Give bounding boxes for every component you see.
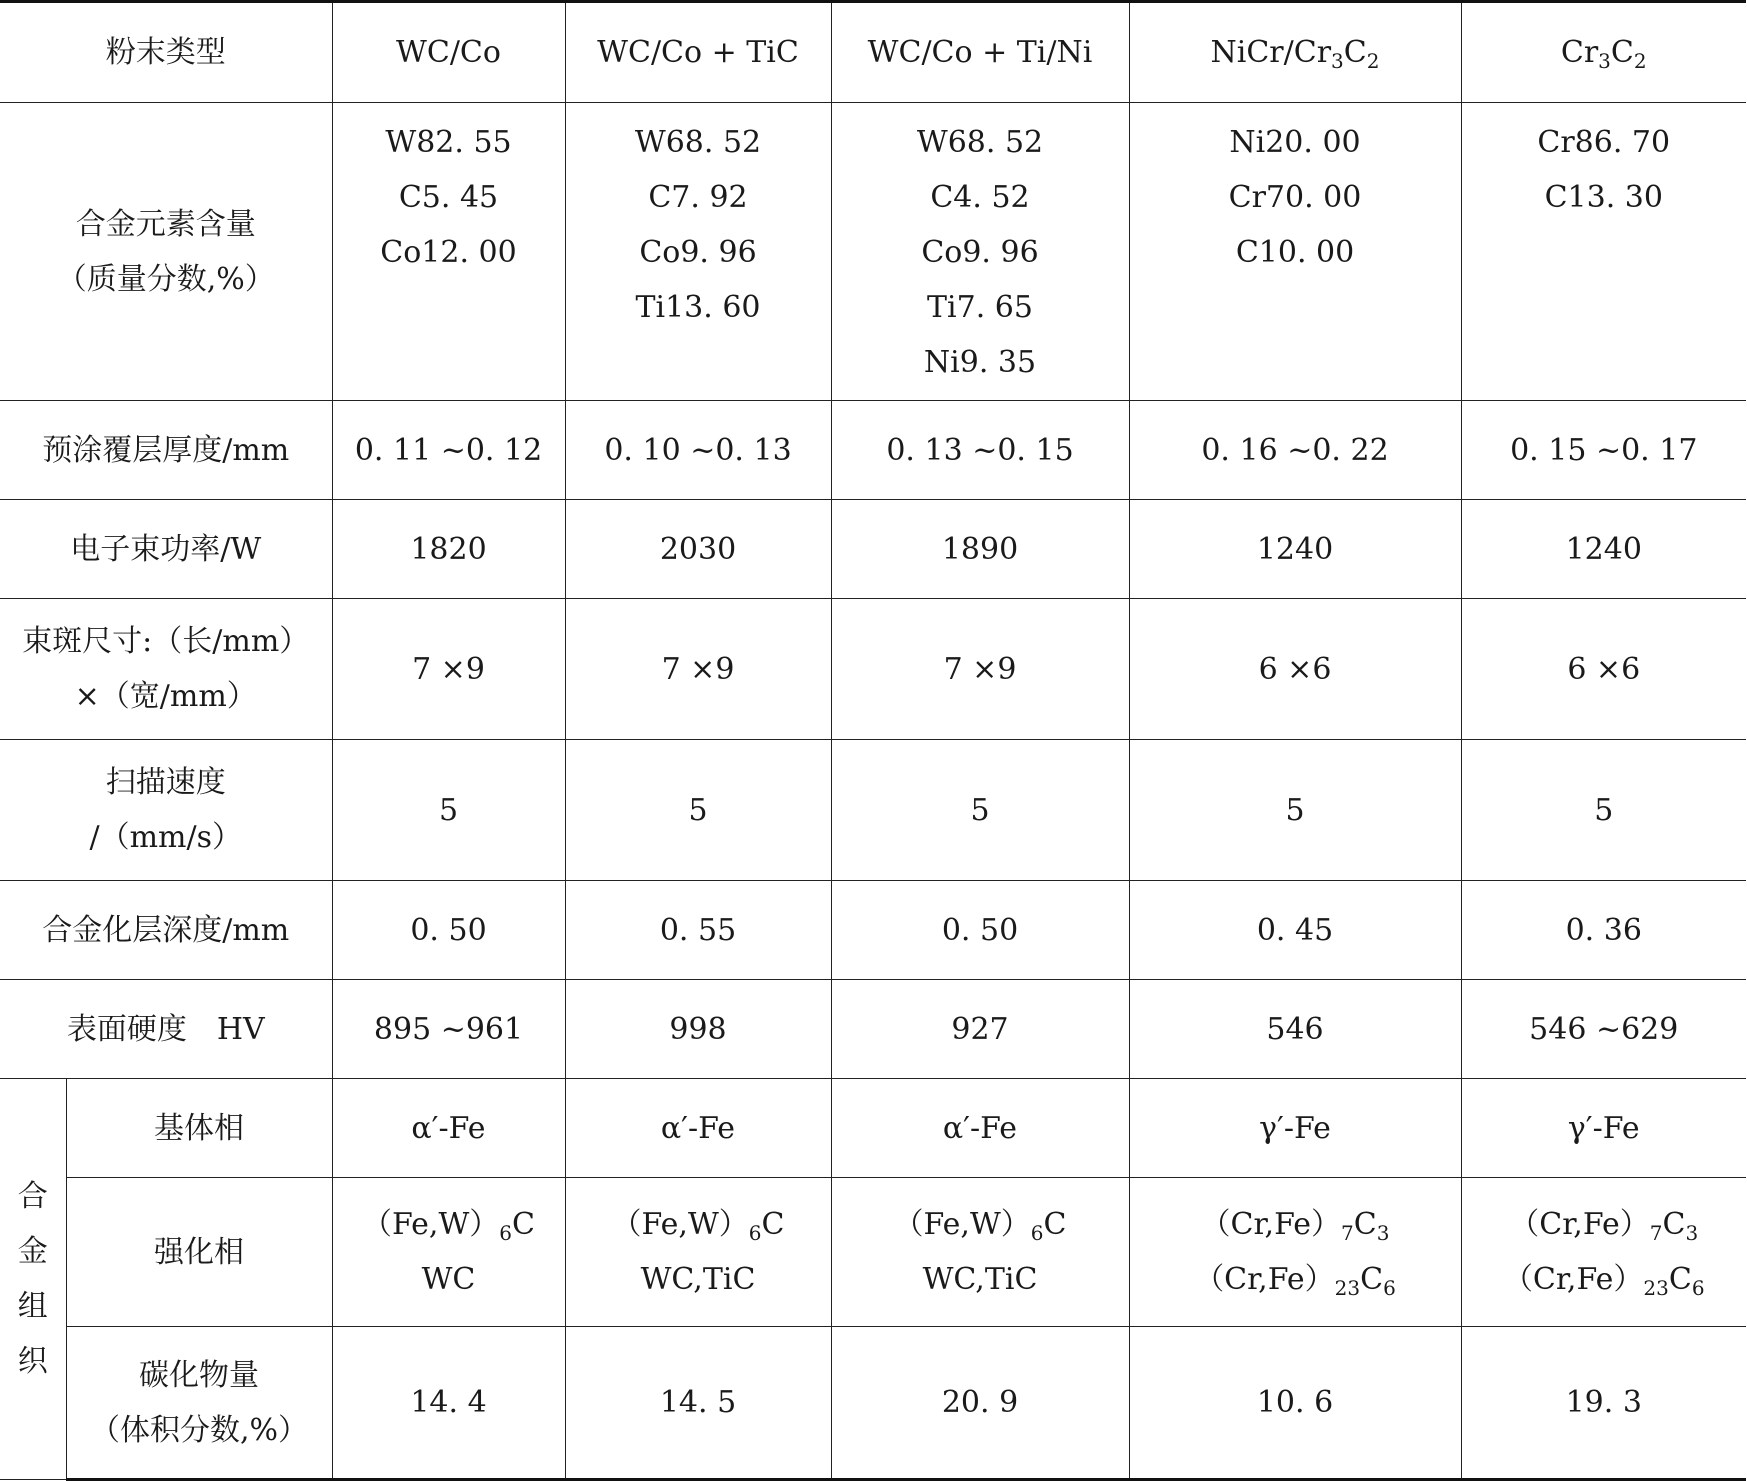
carbide-label: 碳化物量 （体积分数,%） xyxy=(66,1327,332,1480)
carbide-cell: 10. 6 xyxy=(1129,1327,1461,1480)
composition-cell: W68. 52 C4. 52 Co9. 96 Ti7. 65 Ni9. 35 xyxy=(831,103,1129,401)
composition-label: 合金元素含量 （质量分数,%） xyxy=(0,103,332,401)
strengthening-cell: $(Cr,Fe)_7C_3$ $(Cr,Fe)_{23}C_6$ xyxy=(1461,1178,1746,1327)
strengthening-cell: $(Fe,W)_6C$ WC xyxy=(332,1178,565,1327)
power-cell: 1820 xyxy=(332,500,565,599)
power-cell: 2030 xyxy=(565,500,831,599)
speed-label: 扫描速度 /（mm/s） xyxy=(0,740,332,881)
hardness-row xyxy=(0,980,1746,1079)
speed-cell: 5 xyxy=(332,740,565,881)
header-col-5: $Cr_3C_2$ xyxy=(1461,2,1746,103)
power-cell: 1240 xyxy=(1461,500,1746,599)
depth-cell: 0. 36 xyxy=(1461,881,1746,980)
power-label: 电子束功率/W xyxy=(0,500,332,599)
matrix-cell: α′-Fe xyxy=(332,1079,565,1178)
hardness-label: 表面硬度 HV xyxy=(0,980,332,1079)
header-col-1: WC/Co xyxy=(332,2,565,103)
thickness-row xyxy=(0,401,1746,500)
powder-type-label: 粉末类型 xyxy=(0,2,332,103)
matrix-cell: γ′-Fe xyxy=(1129,1079,1461,1178)
thickness-cell: 0. 10 ~0. 13 xyxy=(565,401,831,500)
hardness-cell: 998 xyxy=(565,980,831,1079)
microstructure-group-label: 合 金 组 织 xyxy=(0,1079,66,1480)
matrix-cell: α′-Fe xyxy=(831,1079,1129,1178)
thickness-label: 预涂覆层厚度/mm xyxy=(0,401,332,500)
header-col-2: WC/Co + TiC xyxy=(565,2,831,103)
power-cell: 1240 xyxy=(1129,500,1461,599)
spot-cell: 6 ×6 xyxy=(1129,599,1461,740)
thickness-cell: 0. 15 ~0. 17 xyxy=(1461,401,1746,500)
depth-cell: 0. 55 xyxy=(565,881,831,980)
speed-cell: 5 xyxy=(565,740,831,881)
depth-cell: 0. 50 xyxy=(332,881,565,980)
header-col-3: WC/Co + Ti/Ni xyxy=(831,2,1129,103)
spot-label: 束斑尺寸:（长/mm） ×（宽/mm） xyxy=(0,599,332,740)
power-row xyxy=(0,500,1746,599)
speed-cell: 5 xyxy=(831,740,1129,881)
spot-cell: 7 ×9 xyxy=(332,599,565,740)
strengthening-label: 强化相 xyxy=(66,1178,332,1327)
strengthening-cell: $(Cr,Fe)_7C_3$ $(Cr,Fe)_{23}C_6$ xyxy=(1129,1178,1461,1327)
speed-cell: 5 xyxy=(1461,740,1746,881)
spot-cell: 7 ×9 xyxy=(831,599,1129,740)
depth-row xyxy=(0,881,1746,980)
carbide-cell: 19. 3 xyxy=(1461,1327,1746,1480)
spot-cell: 6 ×6 xyxy=(1461,599,1746,740)
depth-cell: 0. 45 xyxy=(1129,881,1461,980)
power-cell: 1890 xyxy=(831,500,1129,599)
hardness-cell: 895 ~961 xyxy=(332,980,565,1079)
matrix-cell: α′-Fe xyxy=(565,1079,831,1178)
carbide-cell: 14. 4 xyxy=(332,1327,565,1480)
thickness-cell: 0. 13 ~0. 15 xyxy=(831,401,1129,500)
header-col-4: NiCr/$Cr_3C_2$ xyxy=(1129,2,1461,103)
header-row xyxy=(0,2,1746,103)
composition-cell: Ni20. 00 Cr70. 00 C10. 00 xyxy=(1129,103,1461,401)
speed-row xyxy=(0,740,1746,881)
hardness-cell: 546 xyxy=(1129,980,1461,1079)
spot-row xyxy=(0,599,1746,740)
strengthening-row xyxy=(0,1178,1746,1327)
strengthening-cell: $(Fe,W)_6C$ WC,TiC xyxy=(565,1178,831,1327)
carbide-row xyxy=(0,1327,1746,1480)
carbide-cell: 20. 9 xyxy=(831,1327,1129,1480)
hardness-cell: 927 xyxy=(831,980,1129,1079)
matrix-row xyxy=(0,1079,1746,1178)
composition-cell: Cr86. 70 C13. 30 xyxy=(1461,103,1746,401)
composition-cell: W82. 55 C5. 45 Co12. 00 xyxy=(332,103,565,401)
hardness-cell: 546 ~629 xyxy=(1461,980,1746,1079)
depth-label: 合金化层深度/mm xyxy=(0,881,332,980)
spot-cell: 7 ×9 xyxy=(565,599,831,740)
matrix-label: 基体相 xyxy=(66,1079,332,1178)
thickness-cell: 0. 11 ~0. 12 xyxy=(332,401,565,500)
composition-cell: W68. 52 C7. 92 Co9. 96 Ti13. 60 xyxy=(565,103,831,401)
thickness-cell: 0. 16 ~0. 22 xyxy=(1129,401,1461,500)
speed-cell: 5 xyxy=(1129,740,1461,881)
depth-cell: 0. 50 xyxy=(831,881,1129,980)
matrix-cell: γ′-Fe xyxy=(1461,1079,1746,1178)
carbide-cell: 14. 5 xyxy=(565,1327,831,1480)
composition-row xyxy=(0,103,1746,401)
strengthening-cell: $(Fe,W)_6C$ WC,TiC xyxy=(831,1178,1129,1327)
